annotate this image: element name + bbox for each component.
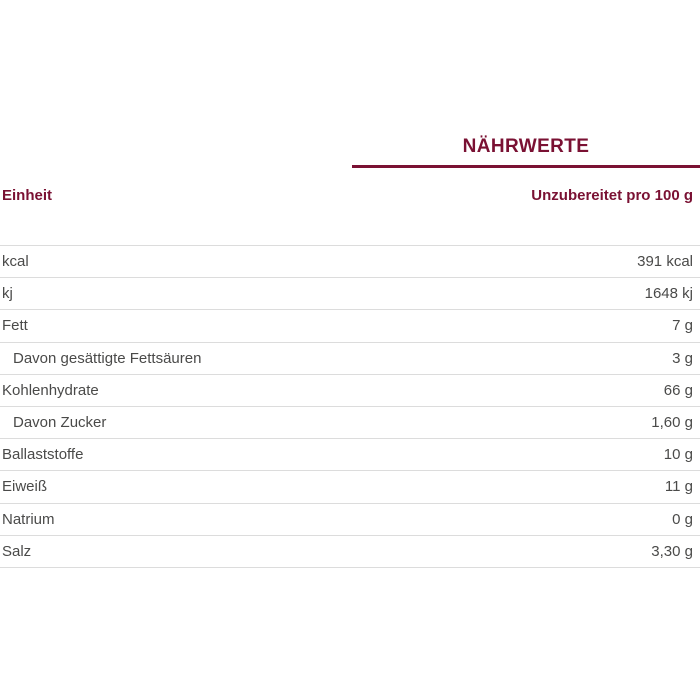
row-value: 10 g [663, 446, 693, 464]
row-value: 66 g [663, 381, 693, 399]
row-label: Fett [2, 317, 28, 335]
row-label: kcal [2, 253, 29, 271]
column-headers [0, 188, 700, 204]
column-header-portion: Unzubereitet pro 100 g [531, 187, 693, 204]
table-row [0, 246, 700, 278]
row-label: Davon gesättigte Fettsäuren [13, 349, 202, 367]
row-label: Davon Zucker [13, 414, 107, 432]
row-label: Eiweiß [2, 478, 48, 496]
title-underline [352, 165, 700, 168]
table-row [0, 504, 700, 536]
row-value: 1,60 g [651, 414, 693, 432]
row-label: Kohlenhydrate [2, 381, 99, 399]
table-row [0, 375, 700, 407]
row-label: Natrium [2, 510, 55, 528]
row-value: 11 g [664, 478, 693, 496]
table-row [0, 471, 700, 503]
table-row [0, 310, 700, 342]
row-label: kj [2, 285, 13, 303]
table-row [0, 439, 700, 471]
table-row [0, 536, 700, 568]
nutrition-table [0, 245, 700, 568]
column-header-unit: Einheit [2, 187, 53, 204]
table-row [0, 407, 700, 439]
row-value: 3 g [672, 349, 693, 367]
row-value: 1648 kj [644, 285, 693, 303]
row-value: 7 g [672, 317, 693, 335]
row-value: 391 kcal [637, 253, 693, 271]
table-row [0, 343, 700, 375]
table-row [0, 278, 700, 310]
row-value: 0 g [672, 510, 693, 528]
row-label: Ballaststoffe [2, 446, 84, 464]
row-value: 3,30 g [651, 542, 693, 560]
page-title: NÄHRWERTE [462, 136, 590, 157]
row-label: Salz [2, 542, 32, 560]
